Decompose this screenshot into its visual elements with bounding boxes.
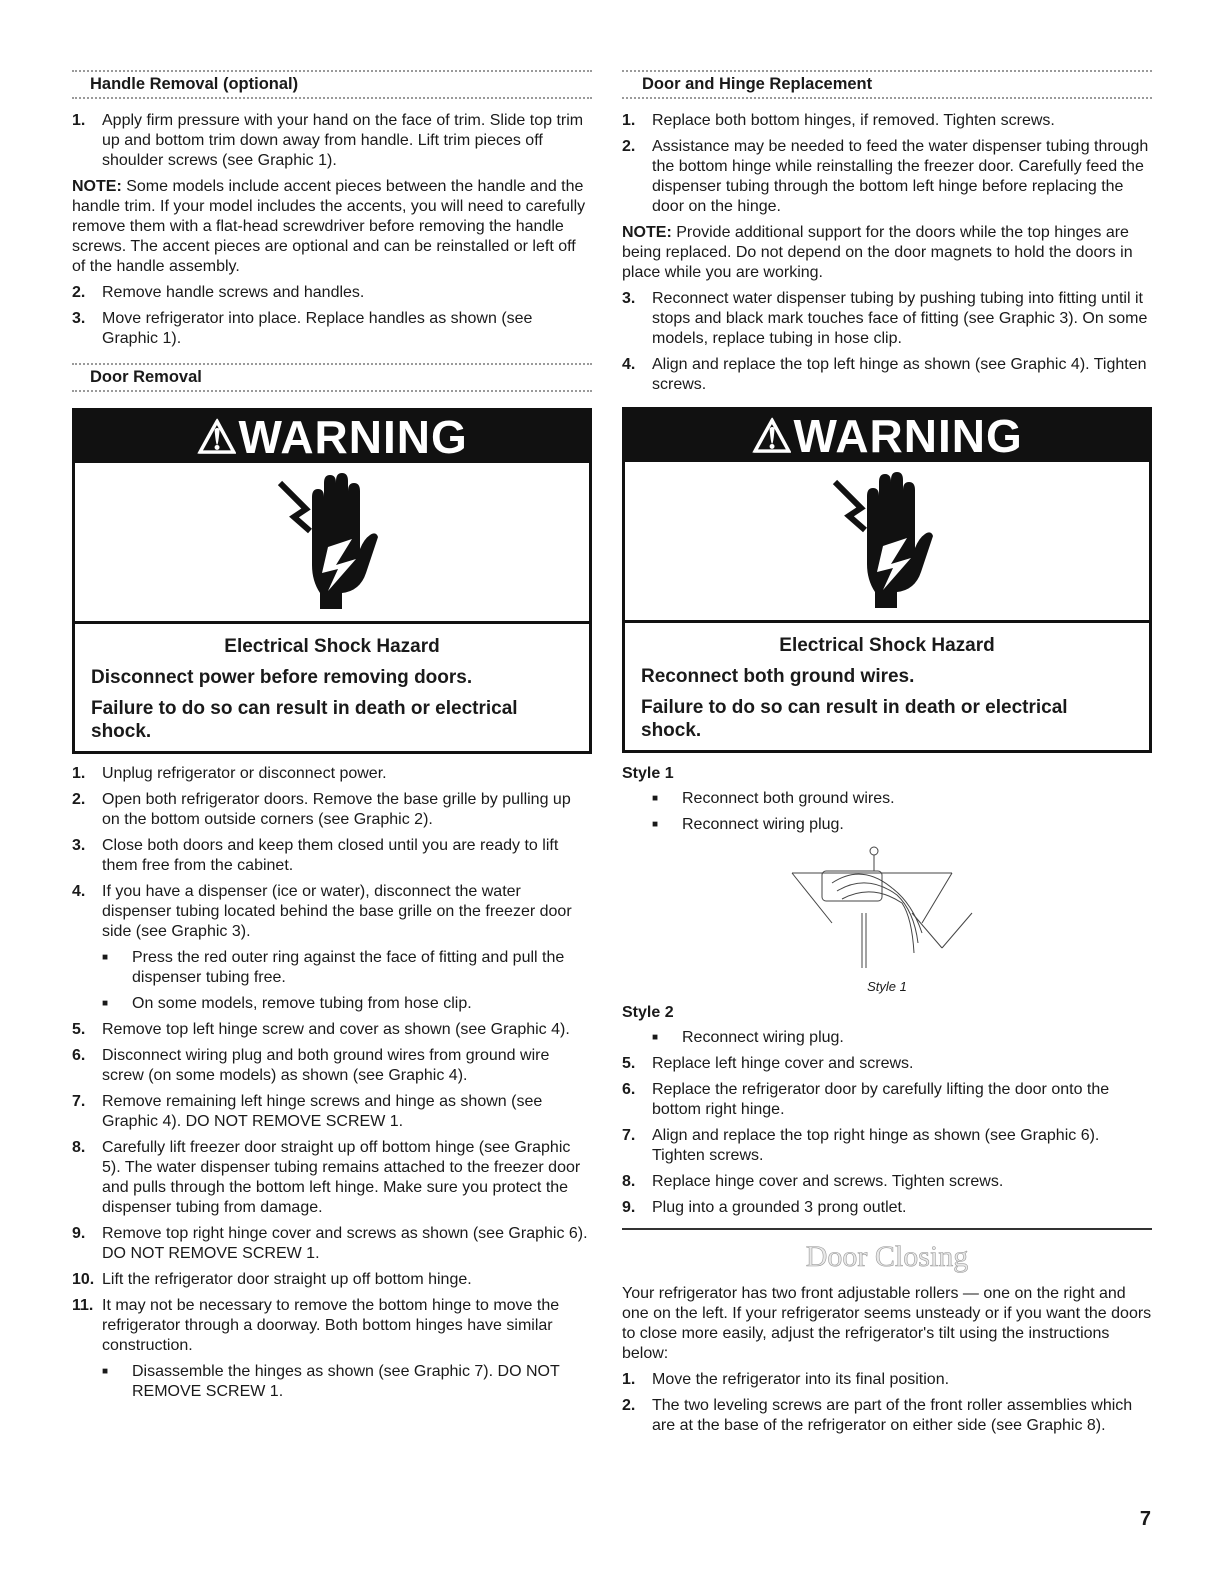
step-number: 1. [622,1371,636,1388]
warning-box [72,408,592,754]
step-item [622,137,1152,217]
door-removal-bullets-b [72,1362,592,1402]
shock-hand-icon [827,468,947,608]
step-item [72,836,592,876]
step-item [622,1080,1152,1120]
note-label: NOTE: [72,178,122,195]
wiring-plug-illustration [622,843,1152,973]
step-item [72,1020,592,1040]
door-removal-heading: Door Removal [72,363,592,392]
step-text: Reconnect water dispenser tubing by pushing tubing into fitting until it stops and black mark touches face of fitting (see Graphic 3). On some models, replace tubing in hose clip. [652,290,1148,347]
warning-banner [75,411,589,463]
handle-steps [72,111,592,171]
step-item [622,1396,1152,1436]
step-number: 5. [622,1055,636,1072]
warning-line-1: Disconnect power before removing doors. [91,667,473,688]
warning-hazard-title: Electrical Shock Hazard [224,636,440,657]
bullet-item: ■ Reconnect wiring plug. [622,815,1152,835]
step-text: Remove handle screws and handles. [102,284,365,301]
warning-hazard-title: Electrical Shock Hazard [779,635,995,656]
warning-triangle-icon: ⚠ [751,410,794,462]
replacement-steps-a [622,111,1152,217]
replacement-steps-b [622,289,1152,395]
door-closing-steps [622,1370,1152,1436]
style-1-caption: Style 1 [867,979,907,994]
warning-line-2: Failure to do so can result in death or electrical shock. [91,698,518,742]
step-number: 8. [72,1139,86,1156]
step-text: Remove top right hinge cover and screws as shown (see Graphic 6). DO NOT REMOVE SCREW 1. [102,1225,588,1262]
step-item [622,1054,1152,1074]
replacement-note [622,223,1152,283]
door-closing-intro: Your refrigerator has two front adjustable rollers — one on the right and one on the left. If your refrigerator seems unsteady or if you want the doors to close more easily, adjust the refrigerator's tilt using the instructions below: [622,1285,1152,1362]
handle-removal-heading: Handle Removal (optional) [72,70,592,99]
bullet-item: ■ Reconnect both ground wires. [622,789,1152,809]
step-item [622,1370,1152,1390]
warning-banner [625,410,1149,462]
style-1-wiring-illustration [622,843,1152,973]
shock-hazard-pictogram [625,462,1149,623]
door-removal-steps-b [72,1020,592,1356]
step-item [72,309,592,349]
step-number: 8. [622,1173,636,1190]
step-text: Align and replace the top left hinge as shown (see Graphic 4). Tighten screws. [652,356,1147,393]
step-text: Replace the refrigerator door by carefully lifting the door onto the bottom right hinge. [652,1081,1110,1118]
step-number: 10. [72,1271,95,1288]
step-item [622,1172,1152,1192]
step-text: Remove top left hinge screw and cover as shown (see Graphic 4). [102,1021,570,1038]
step-item [622,1198,1152,1218]
step-number: 9. [622,1199,636,1216]
warning-triangle-icon: ⚠ [196,411,239,463]
step-number: 9. [72,1225,86,1242]
left-column [72,70,592,1408]
door-removal-bullets-a [72,948,592,1014]
step-number: 7. [622,1127,636,1144]
step-text: Carefully lift freezer door straight up off bottom hinge (see Graphic 5). The water dispenser tubing remains attached to the freezer door and pulls through the bottom left hinge. Make sure you protect the dispenser tubing from damage. [102,1139,581,1216]
handle-steps-2 [72,283,592,349]
step-text: Apply firm pressure with your hand on the face of trim. Slide top trim up and bottom trim down away from handle. Lift trim pieces off shoulder screws (see Graphic 1). [102,112,584,169]
step-text: The two leveling screws are part of the front roller assemblies which are at the base of the refrigerator on either side (see Graphic 8). [652,1397,1133,1434]
step-text: Align and replace the top right hinge as shown (see Graphic 6). Tighten screws. [652,1127,1100,1164]
step-item [72,1138,592,1218]
step-number: 2. [72,791,86,808]
replacement-steps-c [622,1054,1152,1218]
step-text: Assistance may be needed to feed the water dispenser tubing through the bottom hinge while reinstalling the freezer door. Carefully feed the dispenser tubing through the bottom left hinge before replacing the door on the hinge. [652,138,1149,215]
step-item [72,1046,592,1086]
style-2-bullets [622,1028,1152,1048]
step-text: If you have a dispenser (ice or water), disconnect the water dispenser tubing located behind the base grille on the freezer door side (see Graphic 3). [102,883,572,940]
step-number: 4. [72,883,86,900]
step-item [72,790,592,830]
step-number: 3. [622,290,636,307]
step-item [72,1296,592,1356]
step-number: 1. [622,112,636,129]
step-text: Lift the refrigerator door straight up off bottom hinge. [102,1271,472,1288]
step-number: 2. [622,1397,636,1414]
step-text: Unplug refrigerator or disconnect power. [102,765,387,782]
note-label: NOTE: [622,224,672,241]
step-item [72,1270,592,1290]
step-number: 1. [72,112,86,129]
step-text: Replace left hinge cover and screws. [652,1055,914,1072]
step-item [622,111,1152,131]
warning-banner-text: WARNING [793,410,1023,462]
warning-box [622,407,1152,753]
note-text: Provide additional support for the doors while the top hinges are being replaced. Do not depend on the door magnets to hold the doors in place while you are working. [622,224,1133,281]
step-number: 6. [72,1047,86,1064]
step-text: Replace hinge cover and screws. Tighten screws. [652,1173,1004,1190]
bullet-item: ■ On some models, remove tubing from hose clip. [72,994,592,1014]
warning-line-1: Reconnect both ground wires. [641,666,915,687]
step-item [72,283,592,303]
shock-hazard-pictogram [75,463,589,624]
bullet-item: ■ Reconnect wiring plug. [622,1028,1152,1048]
page-number: 7 [1139,1508,1151,1530]
step-item [622,289,1152,349]
step-number: 3. [72,837,86,854]
step-item [622,1126,1152,1166]
step-number: 4. [622,356,636,373]
door-removal-steps-a [72,764,592,942]
step-item [72,882,592,942]
shock-hand-icon [272,469,392,609]
step-number: 7. [72,1093,86,1110]
step-number: 2. [622,138,636,155]
step-number: 3. [72,310,86,327]
step-number: 5. [72,1021,86,1038]
step-text: Move refrigerator into place. Replace handles as shown (see Graphic 1). [102,310,533,347]
style-1-bullets [622,789,1152,835]
door-closing-title: Door Closing [622,1228,1152,1274]
step-number: 11. [72,1297,94,1314]
handle-note [72,177,592,277]
right-column [622,70,1152,1442]
step-item [72,1224,592,1264]
bullet-item: ■ Press the red outer ring against the face of fitting and pull the dispenser tubing free. [72,948,592,988]
step-number: 1. [72,765,86,782]
step-number: 2. [72,284,86,301]
step-number: 6. [622,1081,636,1098]
step-text: Plug into a grounded 3 prong outlet. [652,1199,907,1216]
style-1-heading: Style 1 [622,765,674,782]
step-item [622,355,1152,395]
step-text: Move the refrigerator into its final position. [652,1371,950,1388]
step-text: Open both refrigerator doors. Remove the base grille by pulling up on the bottom outside corners (see Graphic 2). [102,791,571,828]
step-text: It may not be necessary to remove the bottom hinge to move the refrigerator through a doorway. Both bottom hinges have similar construction. [102,1297,560,1354]
step-text: Replace both bottom hinges, if removed. Tighten screws. [652,112,1055,129]
step-item [72,111,592,171]
note-text: Some models include accent pieces between the handle and the handle trim. If your model includes the accents, you will need to carefully remove them with a flat-head screwdriver before removing the handle screws. The accent pieces are optional and can be reinstalled or left off of the handle assembly. [72,178,586,275]
step-text: Close both doors and keep them closed until you are ready to lift them free from the cabinet. [102,837,559,874]
bullet-item: ■ Disassemble the hinges as shown (see Graphic 7). DO NOT REMOVE SCREW 1. [72,1362,592,1402]
step-item [72,764,592,784]
step-text: Disconnect wiring plug and both ground wires from ground wire screw (on some models) as shown (see Graphic 4). [102,1047,550,1084]
style-2-heading: Style 2 [622,1004,674,1021]
step-text: Remove remaining left hinge screws and hinge as shown (see Graphic 4). DO NOT REMOVE SCREW 1. [102,1093,543,1130]
step-item [72,1092,592,1132]
door-hinge-replacement-heading: Door and Hinge Replacement [622,70,1152,99]
warning-line-2: Failure to do so can result in death or electrical shock. [641,697,1068,741]
warning-banner-text: WARNING [238,411,468,463]
